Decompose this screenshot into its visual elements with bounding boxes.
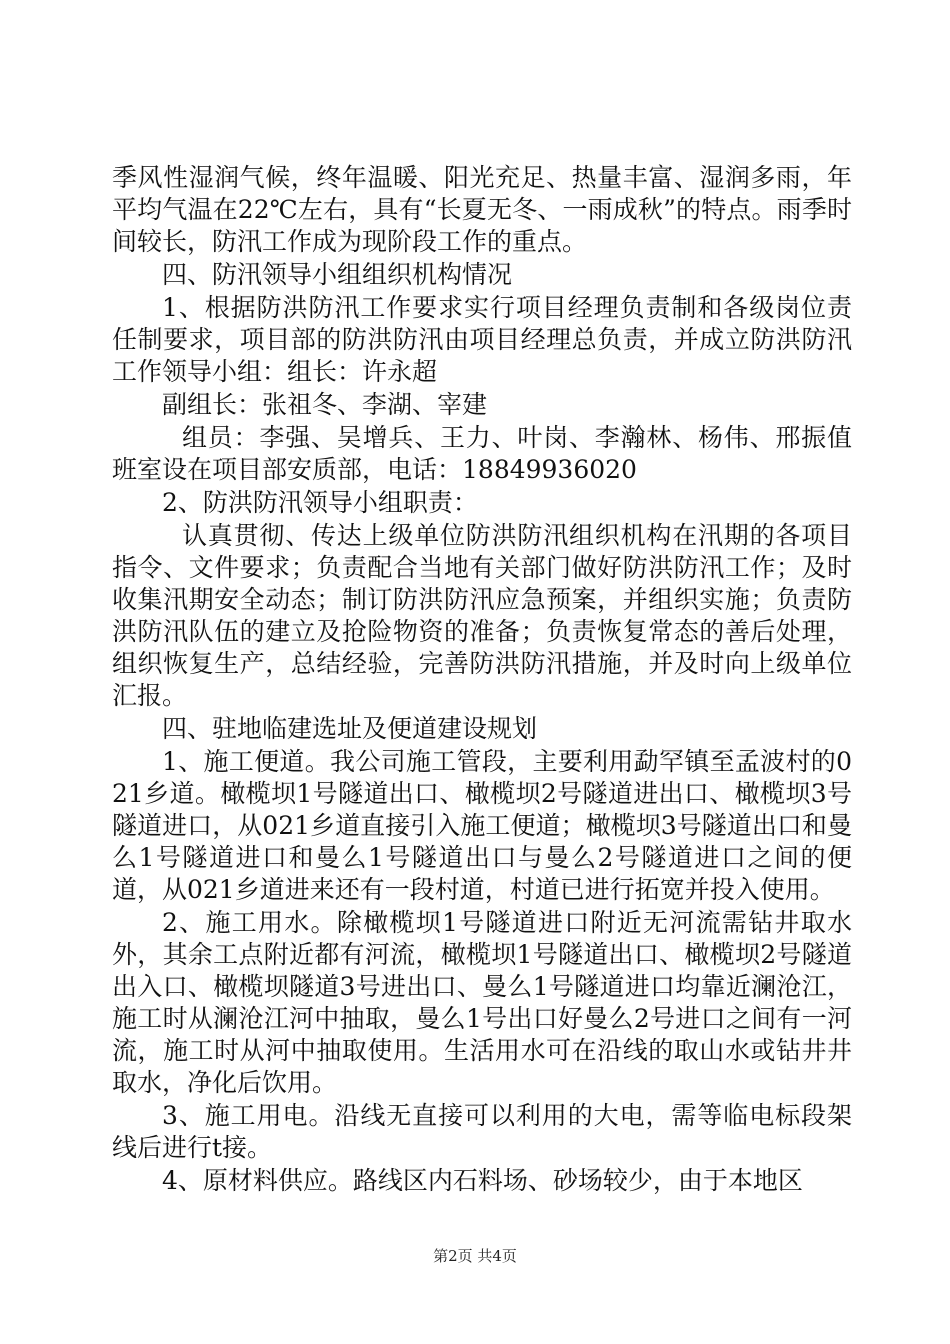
paragraph-materials: 4、原材料供应。路线区内石料场、砂场较少，由于本地区 bbox=[162, 1166, 803, 1195]
heading-flood-leadership: 四、防汛领导小组组织机构情况 bbox=[162, 260, 513, 289]
paragraph-water-supply: 2、施工用水。除橄榄坝1号隧道进口附近无河流需钻井取水外，其余工点附近都有河流，橄榄坝1号隧道出口、橄榄坝2号隧道出入口、橄榄坝隧道3号进出口、曼么1号隧道进口均靠近澜沧江，施工时从澜沧江河中抽取，曼么1号出口好曼么2号进口之间有一河流，施工时从河中抽取使用。生活用水可在沿线的取山水或钻井井取水，净化后饮用。 bbox=[112, 908, 852, 1097]
paragraph-members: 组员：李强、吴增兵、王力、叶岗、李瀚林、杨伟、邢振值班室设在项目部安质部，电话：18849936020 bbox=[112, 423, 852, 484]
document-body bbox=[112, 162, 852, 1198]
heading-site-planning: 四、驻地临建选址及便道建设规划 bbox=[162, 714, 538, 743]
paragraph-deputy-leaders: 副组长：张祖冬、李湖、宰建 bbox=[162, 390, 488, 419]
paragraph-responsibility-system: 1、根据防洪防汛工作要求实行项目经理负责制和各级岗位责任制要求，项目部的防洪防汛由项目经理总负责，并成立防洪防汛工作领导小组：组长：许永超 bbox=[112, 293, 852, 386]
paragraph-duties: 认真贯彻、传达上级单位防洪防汛组织机构在汛期的各项目指令、文件要求；负责配合当地有关部门做好防洪防汛工作；及时收集汛期安全动态；制订防洪防汛应急预案，并组织实施；负责防洪防汛队伍的建立及抢险物资的准备；负责恢复常态的善后处理，组织恢复生产，总结经验，完善防洪防汛措施，并及时向上级单位汇报。 bbox=[112, 521, 852, 710]
paragraph-climate: 季风性湿润气候，终年温暖、阳光充足、热量丰富、湿润多雨，年平均气温在22℃左右，具有“长夏无冬、一雨成秋”的特点。雨季时间较长，防汛工作成为现阶段工作的重点。 bbox=[112, 163, 852, 256]
heading-leadership-duties: 2、防洪防汛领导小组职责： bbox=[162, 488, 478, 517]
paragraph-access-road: 1、施工便道。我公司施工管段，主要利用勐罕镇至孟波村的021乡道。橄榄坝1号隧道出口、橄榄坝2号隧道进出口、橄榄坝3号隧道进口，从021乡道直接引入施工便道；橄榄坝3号隧道出口和曼么1号隧道进口和曼么1号隧道出口与曼么2号隧道进口之间的便道，从021乡道进来还有一段村道，村道已进行拓宽并投入使用。 bbox=[112, 747, 852, 904]
page-number-footer: 第2页 共4页 bbox=[433, 1247, 517, 1265]
paragraph-power-supply: 3、施工用电。沿线无直接可以利用的大电，需等临电标段架线后进行t接。 bbox=[112, 1101, 852, 1162]
